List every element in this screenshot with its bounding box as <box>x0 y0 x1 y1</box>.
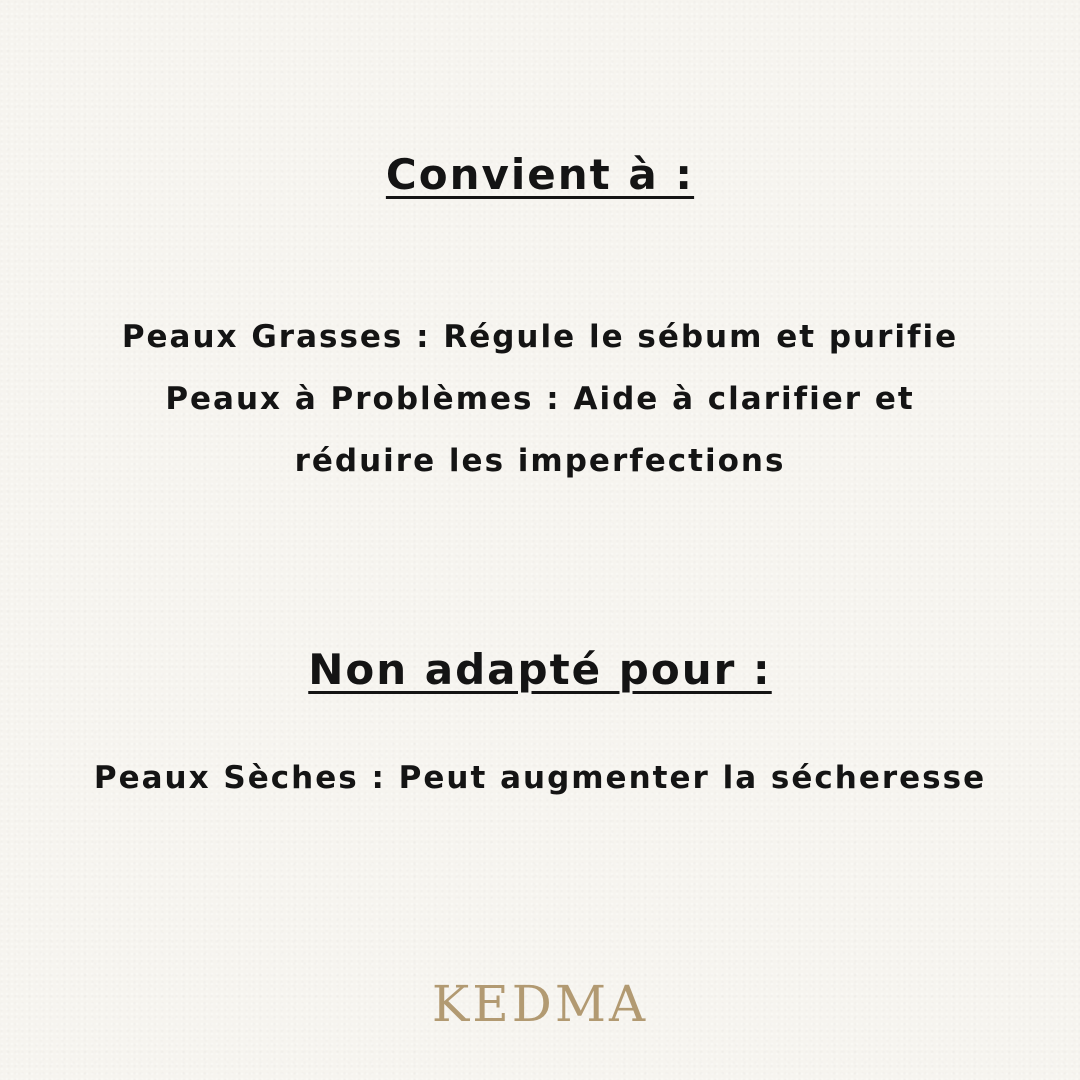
brand-logo: KEDMA <box>431 975 649 1033</box>
unsuitable-heading-text: Non adapté pour : <box>308 645 772 694</box>
unsuitable-section-heading <box>0 645 1080 694</box>
suitable-line-problem-skin: Peaux à Problèmes : Aide à clarifier et <box>165 381 915 417</box>
unsuitable-line-dry-skin: Peaux Sèches : Peut augmenter la sécheresse <box>93 760 987 796</box>
suitable-skin-types-list <box>0 306 1080 492</box>
suitable-heading-text: Convient à : <box>385 150 695 199</box>
suitable-section-heading <box>0 150 1080 199</box>
suitable-line-problem-skin-continued: réduire les imperfections <box>294 443 786 479</box>
unsuitable-skin-types-list <box>0 747 1080 809</box>
suitable-line-oily-skin: Peaux Grasses : Régule le sébum et purifie <box>121 319 959 355</box>
